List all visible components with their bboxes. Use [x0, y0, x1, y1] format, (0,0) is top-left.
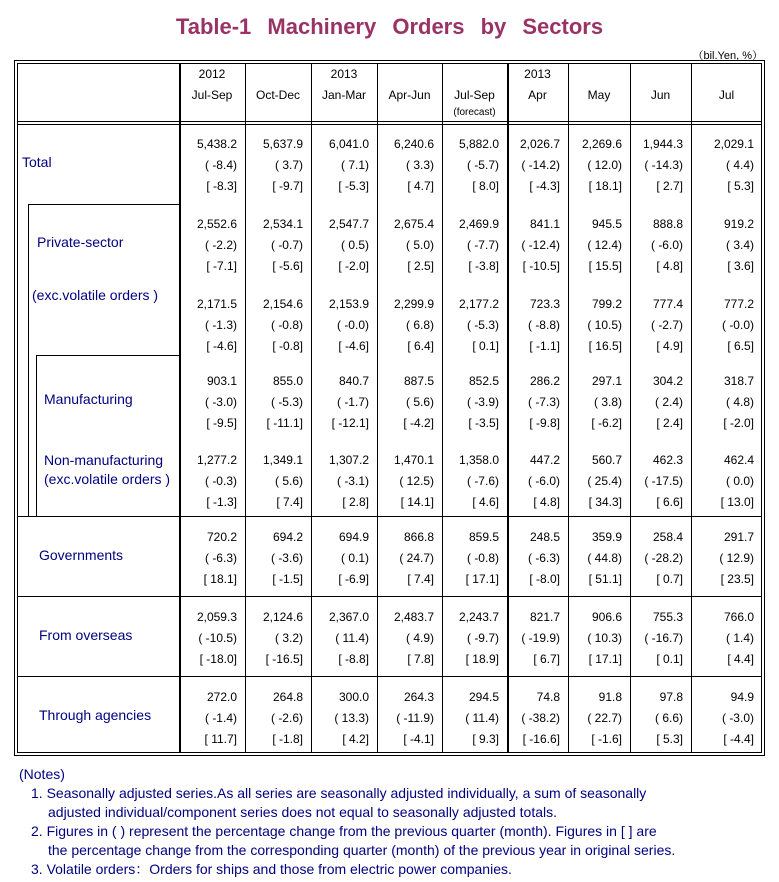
- cell-yoy: [ 17.1]: [465, 572, 499, 586]
- cell-values: 2,269.6: [581, 137, 622, 151]
- cell-yoy: [ -4.6]: [206, 339, 237, 353]
- cell-values: 903.1: [206, 374, 237, 388]
- cell-values: 1,349.1: [262, 453, 303, 467]
- column-period: Jul-Sep: [454, 88, 495, 102]
- cell-prev: ( 5.0): [405, 238, 434, 252]
- column-period: Apr: [528, 88, 547, 102]
- note-3: 3. Volatile orders：Orders for ships and those from electric power companies.: [31, 861, 512, 877]
- cell-prev: ( 3.3): [405, 158, 434, 172]
- cell-yoy: [ 4.8]: [533, 495, 560, 509]
- cell-values: 859.5: [468, 530, 499, 544]
- cell-prev: ( 12.5): [399, 474, 434, 488]
- unit-label: （bil.Yen, %）: [692, 50, 763, 62]
- cell-prev: ( 6.8): [405, 318, 434, 332]
- cell-prev: ( -11.9): [396, 711, 434, 725]
- cell-values: 258.4: [652, 530, 683, 544]
- cell-yoy: [ 51.1]: [588, 572, 622, 586]
- cell-yoy: [ -3.5]: [468, 416, 499, 430]
- cell-yoy: [ 6.4]: [407, 339, 434, 353]
- cell-yoy: [ -11.1]: [266, 416, 303, 430]
- cell-yoy: [ 5.3]: [656, 732, 683, 746]
- cell-yoy: [ 4.8]: [656, 259, 683, 273]
- cell-values: 300.0: [338, 690, 369, 704]
- cell-prev: ( -6.3): [527, 551, 560, 565]
- cell-values: 777.4: [652, 297, 683, 311]
- cell-prev: ( 12.4): [587, 238, 622, 252]
- cell-yoy: [ 8.0]: [472, 179, 499, 193]
- cell-yoy: [ -3.8]: [468, 259, 499, 273]
- cell-values: 866.8: [403, 530, 434, 544]
- cell-yoy: [ 18.9]: [465, 652, 499, 666]
- cell-prev: ( -12.4): [521, 238, 560, 252]
- cell-yoy: [ -4.1]: [403, 732, 434, 746]
- cell-yoy: [ -5.6]: [272, 259, 303, 273]
- cell-prev: ( -0.0): [336, 318, 369, 332]
- cell-values: 447.2: [529, 453, 560, 467]
- cell-values: 2,469.9: [458, 217, 499, 231]
- h-rule: [17, 124, 762, 125]
- cell-values: 1,470.1: [393, 453, 434, 467]
- cell-values: 2,483.7: [393, 610, 434, 624]
- cell-prev: ( 22.7): [587, 711, 622, 725]
- cell-values: 2,029.1: [713, 137, 754, 151]
- cell-prev: ( 3.4): [725, 238, 754, 252]
- cell-yoy: [ 15.5]: [588, 259, 622, 273]
- cell-values: 297.1: [591, 374, 622, 388]
- cell-values: 91.8: [598, 690, 622, 704]
- cell-prev: ( -16.7): [644, 631, 683, 645]
- cell-prev: ( 12.0): [587, 158, 622, 172]
- indent-rule-private: [28, 205, 29, 516]
- cell-values: 852.5: [468, 374, 499, 388]
- cell-values: 94.9: [730, 690, 754, 704]
- row-label-sub: (exc.volatile orders ): [44, 471, 171, 487]
- cell-prev: ( -28.2): [644, 551, 683, 565]
- cell-yoy: [ 2.5]: [407, 259, 434, 273]
- cell-values: 2,124.6: [262, 610, 303, 624]
- cell-values: 766.0: [723, 610, 754, 624]
- cell-yoy: [ 0.1]: [656, 652, 683, 666]
- cell-prev: ( 3.2): [274, 631, 303, 645]
- cell-yoy: [ 7.4]: [276, 495, 303, 509]
- cell-values: 694.9: [338, 530, 369, 544]
- cell-yoy: [ 34.3]: [588, 495, 622, 509]
- cell-yoy: [ -4.4]: [723, 732, 754, 746]
- cell-prev: ( 11.4): [335, 631, 369, 645]
- cell-prev: ( -3.1): [336, 474, 369, 488]
- cell-yoy: [ 9.3]: [472, 732, 499, 746]
- cell-prev: ( -3.9): [466, 395, 499, 409]
- cell-prev: ( -9.7): [466, 631, 499, 645]
- cell-yoy: [ -1.6]: [591, 732, 622, 746]
- cell-yoy: [ 18.1]: [588, 179, 622, 193]
- cell-prev: ( -5.3): [270, 395, 303, 409]
- cell-prev: ( 4.9): [405, 631, 434, 645]
- cell-values: 841.1: [529, 217, 560, 231]
- cell-values: 560.7: [591, 453, 622, 467]
- cell-prev: ( -1.4): [204, 711, 237, 725]
- cell-values: 2,299.9: [393, 297, 434, 311]
- indent-rule-manufacturing: [36, 355, 37, 516]
- cell-yoy: [ 4.9]: [656, 339, 683, 353]
- cell-yoy: [ 4.2]: [342, 732, 369, 746]
- cell-prev: ( 7.1): [340, 158, 369, 172]
- cell-prev: ( -14.3): [644, 158, 683, 172]
- cell-yoy: [ 6.6]: [656, 495, 683, 509]
- column-period: May: [587, 88, 611, 102]
- row-label: Total: [22, 154, 52, 170]
- cell-prev: ( -6.3): [204, 551, 237, 565]
- column-note: (forecast): [453, 107, 496, 118]
- cell-yoy: [ -8.3]: [206, 179, 237, 193]
- row-label: From overseas: [39, 627, 133, 643]
- cell-yoy: [ -6.9]: [338, 572, 369, 586]
- cell-yoy: [ -4.2]: [403, 416, 434, 430]
- cell-prev: ( -19.9): [521, 631, 560, 645]
- column-period: Jan-Mar: [321, 88, 366, 102]
- cell-values: 799.2: [591, 297, 622, 311]
- cell-prev: ( -7.6): [466, 474, 499, 488]
- column-period: Jun: [650, 88, 671, 102]
- cell-prev: ( 1.4): [725, 631, 754, 645]
- cell-values: 2,153.9: [328, 297, 369, 311]
- cell-values: 1,944.3: [642, 137, 683, 151]
- cell-values: 1,307.2: [328, 453, 369, 467]
- row-label: (exc.volatile orders ): [32, 287, 159, 303]
- column-period: Jul-Sep: [191, 88, 233, 102]
- cell-prev: ( 0.0): [725, 474, 754, 488]
- cell-values: 462.4: [723, 453, 754, 467]
- column-year: 2013: [524, 67, 551, 81]
- cell-yoy: [ -5.3]: [338, 179, 369, 193]
- cell-prev: ( 4.4): [725, 158, 754, 172]
- cell-values: 2,171.5: [196, 297, 237, 311]
- row-label: Private-sector: [37, 234, 124, 250]
- cell-yoy: [ 23.5]: [720, 572, 754, 586]
- cell-prev: ( -7.3): [527, 395, 560, 409]
- cell-yoy: [ 2.8]: [342, 495, 369, 509]
- cell-values: 2,154.6: [262, 297, 303, 311]
- cell-yoy: [ -9.8]: [529, 416, 560, 430]
- h-rule: [17, 596, 762, 597]
- cell-values: 5,637.9: [262, 137, 303, 151]
- column-period: Oct-Dec: [255, 88, 300, 102]
- cell-prev: ( -3.6): [270, 551, 303, 565]
- cell-yoy: [ -2.0]: [723, 416, 754, 430]
- cell-values: 2,243.7: [458, 610, 499, 624]
- cell-yoy: [ 6.5]: [727, 339, 754, 353]
- cell-prev: ( 13.3): [334, 711, 369, 725]
- cell-prev: ( 6.6): [654, 711, 683, 725]
- cell-yoy: [ 14.1]: [400, 495, 434, 509]
- row-label: Manufacturing: [44, 391, 133, 407]
- cell-yoy: [ 13.0]: [720, 495, 754, 509]
- header-rule: [17, 121, 762, 122]
- cell-yoy: [ -16.5]: [265, 652, 303, 666]
- column-period: Jul: [718, 88, 735, 102]
- cell-prev: ( -5.3): [466, 318, 499, 332]
- cell-values: 462.3: [652, 453, 683, 467]
- cell-prev: ( -0.0): [721, 318, 754, 332]
- cell-prev: ( -6.0): [527, 474, 560, 488]
- cell-values: 2,675.4: [393, 217, 434, 231]
- notes-heading: (Notes): [19, 766, 65, 782]
- cell-prev: ( -0.3): [204, 474, 237, 488]
- cell-values: 74.8: [536, 690, 560, 704]
- cell-values: 821.7: [529, 610, 560, 624]
- cell-values: 5,438.2: [196, 137, 237, 151]
- cell-prev: ( -1.3): [204, 318, 237, 332]
- cell-yoy: [ -1.3]: [206, 495, 237, 509]
- cell-prev: ( 0.5): [340, 238, 369, 252]
- column-year: 2013: [330, 67, 358, 81]
- cell-prev: ( -0.8): [466, 551, 499, 565]
- cell-values: 2,534.1: [262, 217, 303, 231]
- cell-prev: ( -8.8): [527, 318, 560, 332]
- column-year: 2012: [198, 67, 226, 81]
- cell-prev: ( 5.6): [274, 474, 303, 488]
- cell-yoy: [ 6.7]: [533, 652, 560, 666]
- cell-yoy: [ 18.1]: [203, 572, 237, 586]
- h-rule: [17, 676, 762, 677]
- cell-prev: ( 44.8): [587, 551, 622, 565]
- cell-yoy: [ 0.7]: [656, 572, 683, 586]
- notes-section: [19, 765, 675, 879]
- cell-prev: ( -8.4): [204, 158, 237, 172]
- cell-prev: ( 10.3): [587, 631, 622, 645]
- cell-values: 906.6: [591, 610, 622, 624]
- cell-yoy: [ -4.6]: [338, 339, 369, 353]
- cell-yoy: [ -18.0]: [199, 652, 237, 666]
- cell-values: 248.5: [529, 530, 560, 544]
- cell-values: 723.3: [529, 297, 560, 311]
- cell-values: 359.9: [591, 530, 622, 544]
- cell-prev: ( 10.5): [587, 318, 622, 332]
- cell-yoy: [ -1.8]: [272, 732, 303, 746]
- cell-values: 294.5: [468, 690, 499, 704]
- cell-prev: ( 24.7): [399, 551, 434, 565]
- cell-yoy: [ -9.7]: [272, 179, 303, 193]
- cell-yoy: [ 5.3]: [727, 179, 754, 193]
- cell-values: 264.3: [403, 690, 434, 704]
- cell-yoy: [ -4.3]: [529, 179, 560, 193]
- cell-values: 2,026.7: [519, 137, 560, 151]
- cell-yoy: [ 2.7]: [656, 179, 683, 193]
- cell-prev: ( 3.8): [593, 395, 622, 409]
- cell-values: 2,177.2: [458, 297, 499, 311]
- cell-prev: ( -2.2): [204, 238, 237, 252]
- cell-values: 919.2: [723, 217, 754, 231]
- cell-values: 318.7: [723, 374, 754, 388]
- cell-values: 945.5: [591, 217, 622, 231]
- cell-values: 855.0: [272, 374, 303, 388]
- cell-yoy: [ 4.6]: [472, 495, 499, 509]
- cell-values: 5,882.0: [458, 137, 499, 151]
- cell-yoy: [ -10.5]: [522, 259, 560, 273]
- row-label: Non-manufacturing: [44, 452, 164, 468]
- cell-prev: ( -0.7): [270, 238, 303, 252]
- cell-prev: ( -5.7): [466, 158, 499, 172]
- cell-values: 6,041.0: [328, 137, 369, 151]
- cell-prev: ( -10.5): [198, 631, 237, 645]
- cell-yoy: [ -12.1]: [331, 416, 369, 430]
- cell-prev: ( -6.0): [650, 238, 683, 252]
- cell-yoy: [ -8.0]: [529, 572, 560, 586]
- cell-prev: ( 2.4): [654, 395, 683, 409]
- cell-prev: ( -2.7): [650, 318, 683, 332]
- page-title: Table-1 Machinery Orders by Sectors: [175, 14, 604, 39]
- cell-yoy: [ -2.0]: [338, 259, 369, 273]
- cell-prev: ( -38.2): [521, 711, 560, 725]
- cell-prev: ( -3.0): [721, 711, 754, 725]
- cell-yoy: [ 7.8]: [407, 652, 434, 666]
- indent-top-manufacturing: [36, 355, 179, 356]
- cell-values: 840.7: [338, 374, 369, 388]
- cell-prev: ( -2.6): [270, 711, 303, 725]
- cell-yoy: [ -9.5]: [206, 416, 237, 430]
- cell-prev: ( -0.8): [270, 318, 303, 332]
- note-2-line-1: 2. Figures in ( ) represent the percentage change from the previous quarter (month). Figures in [ ] are: [31, 823, 657, 839]
- cell-yoy: [ 16.5]: [588, 339, 622, 353]
- cell-prev: ( -7.7): [466, 238, 499, 252]
- note-1-line-2: adjusted individual/component series does not equal to seasonally adjusted totals.: [48, 804, 557, 820]
- cell-yoy: [ -16.6]: [522, 732, 560, 746]
- cell-yoy: [ -0.8]: [272, 339, 303, 353]
- cell-values: 720.2: [206, 530, 237, 544]
- cell-values: 2,547.7: [328, 217, 369, 231]
- cell-prev: ( -3.0): [204, 395, 237, 409]
- cell-values: 304.2: [652, 374, 683, 388]
- cell-prev: ( 25.4): [587, 474, 622, 488]
- cell-yoy: [ 11.7]: [204, 732, 237, 746]
- cell-values: 2,059.3: [196, 610, 237, 624]
- column-period: Apr-Jun: [388, 88, 431, 102]
- row-label: Through agencies: [39, 707, 152, 723]
- cell-values: 2,552.6: [196, 217, 237, 231]
- cell-prev: ( -14.2): [521, 158, 560, 172]
- cell-prev: ( 3.7): [274, 158, 303, 172]
- h-rule: [17, 516, 762, 517]
- row-label: Governments: [39, 547, 124, 563]
- cell-values: 272.0: [206, 690, 237, 704]
- cell-values: 286.2: [529, 374, 560, 388]
- cell-prev: ( -17.5): [644, 474, 683, 488]
- cell-yoy: [ 2.4]: [656, 416, 683, 430]
- cell-values: 6,240.6: [393, 137, 434, 151]
- cell-values: 755.3: [652, 610, 683, 624]
- cell-values: 264.8: [272, 690, 303, 704]
- cell-values: 887.5: [403, 374, 434, 388]
- cell-values: 888.8: [652, 217, 683, 231]
- cell-prev: ( 5.6): [405, 395, 434, 409]
- cell-yoy: [ 4.7]: [407, 179, 434, 193]
- cell-prev: ( 0.1): [340, 551, 369, 565]
- cell-yoy: [ 7.4]: [407, 572, 434, 586]
- cell-yoy: [ -1.1]: [529, 339, 560, 353]
- cell-yoy: [ 4.4]: [727, 652, 754, 666]
- cell-values: 1,358.0: [458, 453, 499, 467]
- cell-values: 291.7: [723, 530, 754, 544]
- cell-values: 694.2: [272, 530, 303, 544]
- indent-top-private: [28, 204, 179, 205]
- cell-yoy: [ -1.5]: [272, 572, 303, 586]
- cell-values: 777.2: [723, 297, 754, 311]
- cell-values: 2,367.0: [328, 610, 369, 624]
- note-2-line-2: the percentage change from the corresponding quarter (month) of the previous year in original series.: [48, 842, 676, 858]
- cell-values: 97.8: [659, 690, 683, 704]
- cell-prev: ( 11.4): [465, 711, 499, 725]
- note-1-line-1: 1. Seasonally adjusted series.As all series are seasonally adjusted individually, a sum of seasonally: [31, 785, 647, 801]
- cell-yoy: [ 0.1]: [472, 339, 499, 353]
- cell-yoy: [ 17.1]: [588, 652, 622, 666]
- cell-values: 1,277.2: [196, 453, 237, 467]
- cell-prev: ( 12.9): [719, 551, 754, 565]
- cell-prev: ( -1.7): [336, 395, 369, 409]
- cell-yoy: [ -8.8]: [338, 652, 369, 666]
- cell-yoy: [ -6.2]: [591, 416, 622, 430]
- cell-prev: ( 4.8): [725, 395, 754, 409]
- cell-yoy: [ 3.6]: [727, 259, 754, 273]
- cell-yoy: [ -7.1]: [206, 259, 237, 273]
